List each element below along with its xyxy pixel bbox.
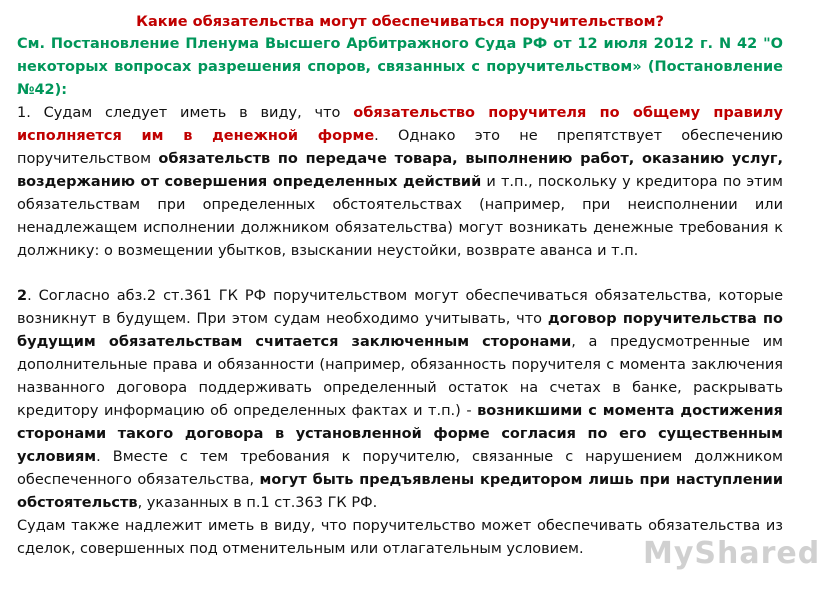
- paragraph-1-text-1: Судам следует иметь в виду, что: [30, 105, 354, 121]
- paragraph-1-text-3: и т.п., поскольку у кредитора по этим обязательствам при определенных обстоятельствах (например, при неисполнении или ненадлежащем исполнении должником обязательства) могут возникать денежные требования к должнику: о возмещении убытков, взыскании неустойки, возврате аванса и т.п.: [17, 174, 783, 259]
- paragraph-1: [17, 102, 783, 263]
- paragraph-1-number: 1.: [17, 105, 31, 121]
- paragraph-1-highlight: обязательство поручителя по общему правилу исполняется им в денежной форме: [17, 105, 783, 144]
- paragraph-1-text-2: . Однако это не препятствует обеспечению поручительством: [17, 128, 783, 167]
- paragraph-2-bold-1: договор поручительства по будущим обязательствам считается заключенным сторонами: [17, 311, 783, 350]
- paragraph-2-text-3: . Вместе с тем требования к поручителю, связанные с нарушением должником обеспеченного обязательства,: [17, 449, 783, 488]
- paragraph-1-bold: обязательств по передаче товара, выполнению работ, оказанию услуг, воздержанию от совершения определенных действий: [17, 151, 783, 190]
- paragraph-2-text-4: , указанных в п.1 ст.363 ГК РФ.: [137, 495, 378, 511]
- paragraph-2-bold-2: возникшими с момента достижения сторонами такого договора в установленной форме согласия по его существенным условиям: [17, 403, 783, 465]
- paragraph-3: Судам также надлежит иметь в виду, что поручительство может обеспечивать обязательства из сделок, совершенных под отменительным или отлагательным условием.: [17, 518, 783, 557]
- paragraph-gap: [17, 263, 783, 285]
- paragraph-2: [17, 285, 783, 515]
- paragraph-2-bold-3: могут быть предъявлены кредитором лишь при наступлении обстоятельств: [17, 472, 783, 511]
- paragraph-2-text-1: . Согласно абз.2 ст.361 ГК РФ поручительством могут обеспечиваться обязательства, которые возникнут в будущем. При этом судам необходимо учитывать, что: [17, 288, 783, 327]
- slide-title: Какие обязательства могут обеспечиваться поручительством?: [136, 14, 664, 30]
- paragraph-2-text-2: , а предусмотренные им дополнительные права и обязанности (например, обязанность поручителя с момента заключения названного договора поддерживать определенный остаток на счетах в банке, раскрывать кредитору информацию об определенных фактах и т.п.) -: [17, 334, 783, 419]
- watermark-logo: MyShared: [643, 536, 820, 571]
- slide-content: [17, 12, 783, 561]
- intro-reference: См. Постановление Пленума Высшего Арбитражного Суда РФ от 12 июля 2012 г. N 42 "О некоторых вопросах разрешения споров, связанных с поручительством» (Постановление №42):: [17, 36, 783, 98]
- paragraph-2-number: 2: [17, 288, 28, 304]
